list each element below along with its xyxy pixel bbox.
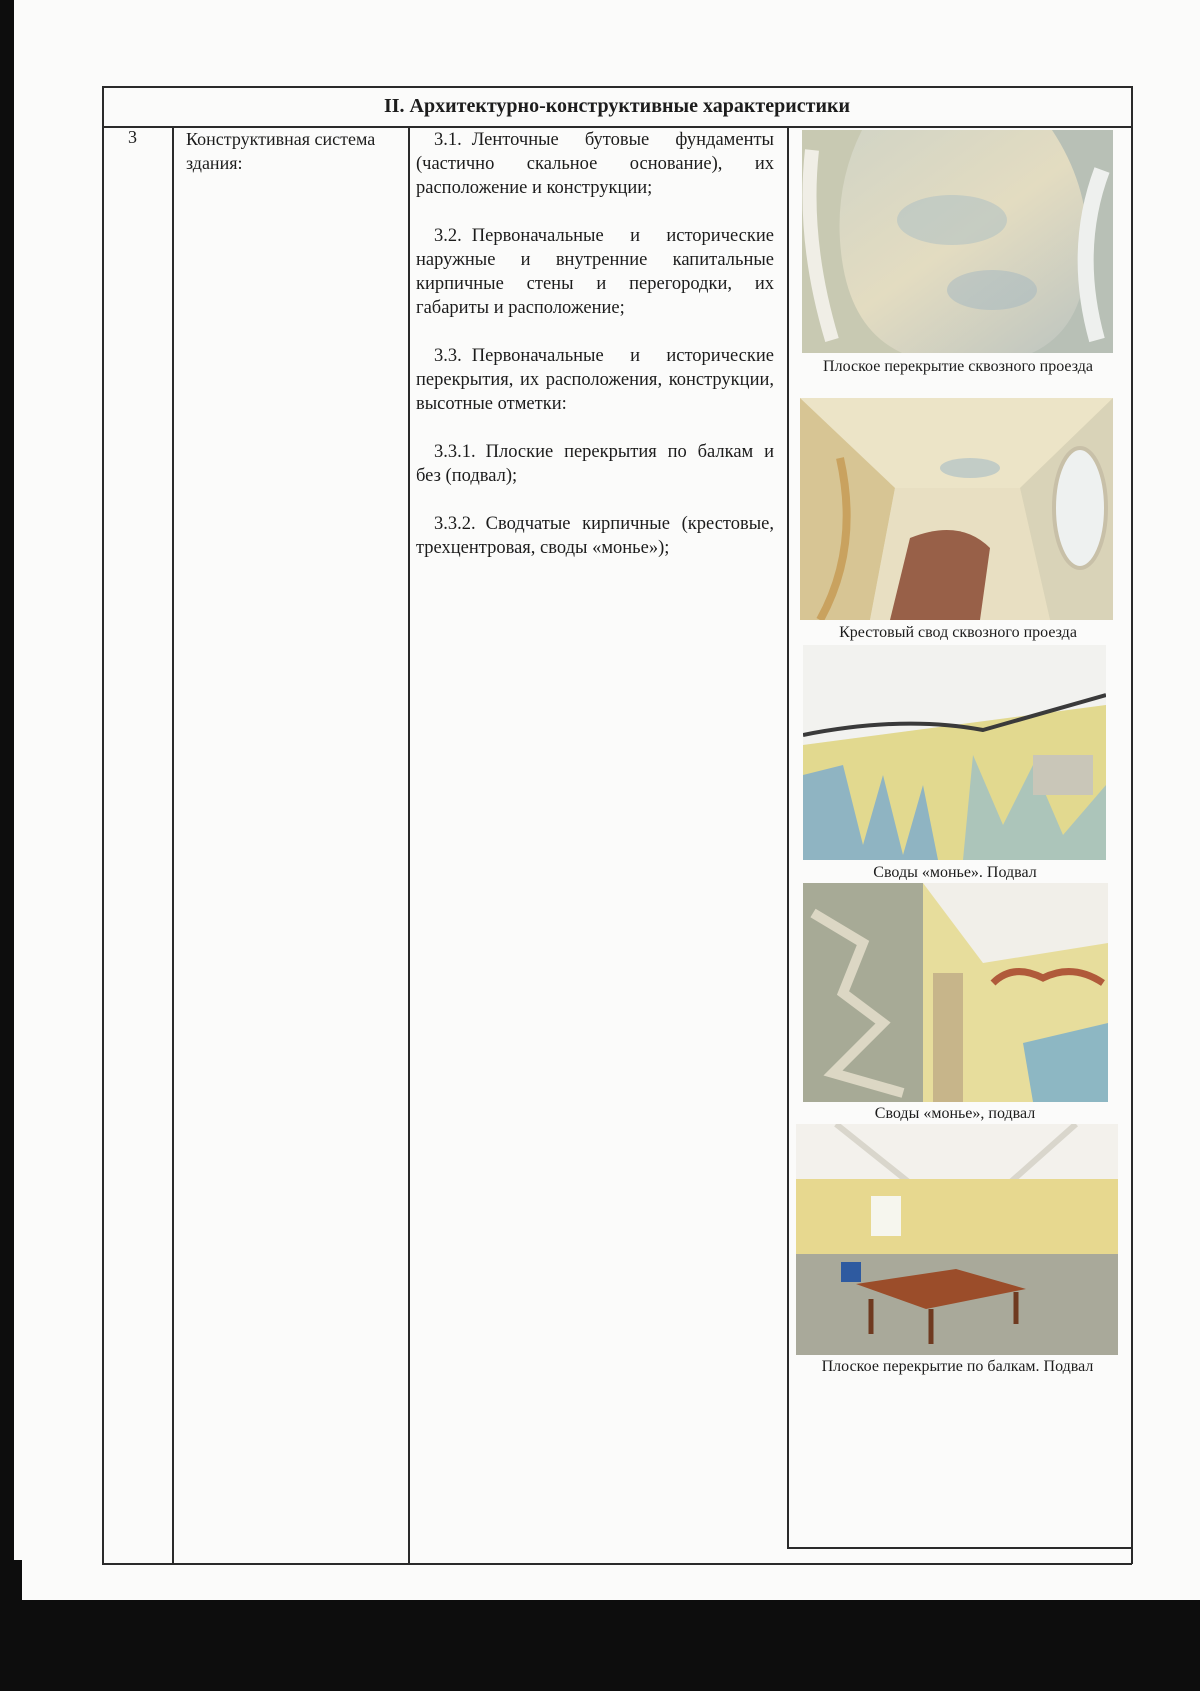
list-item: 3.3.2. Сводчатые кирпичные (крестовые, трехцентровая, своды «монье»); <box>416 514 774 558</box>
photo-monier-vaults-2 <box>803 883 1108 1102</box>
photo-flat-floor-beams <box>796 1124 1118 1355</box>
section-title: II. Архитектурно-конструктивные характеристики <box>383 95 851 117</box>
scan-bottom-band <box>0 1600 1200 1691</box>
row-number: 3 <box>128 127 137 147</box>
photo-caption: Плоское перекрытие по балкам. Подвал <box>821 1358 1094 1375</box>
scan-left-edge <box>0 0 14 1600</box>
photo-caption: Крестовый свод сквозного проезда <box>839 624 1077 641</box>
list-item: 3.3.1. Плоские перекрытия по балкам и без (подвал); <box>416 442 774 486</box>
row-label: Конструктивная система здания: <box>186 129 376 173</box>
photo-monier-vaults-1 <box>803 645 1106 860</box>
photo-flat-ceiling-passage <box>802 130 1113 353</box>
list-item: 3.3. Первоначальные и исторические перекрытия, их расположения, конструкции, высотные отметки: <box>416 346 774 414</box>
photo-caption: Своды «монье», подвал <box>874 1105 1036 1122</box>
photo-caption: Плоское перекрытие сквозного проезда <box>823 358 1093 375</box>
characteristics-list <box>416 128 774 584</box>
list-item: 3.2. Первоначальные и исторические наружные и внутренние капитальные кирпичные стены и перегородки, их габариты и расположение; <box>416 226 774 318</box>
photo-caption: Своды «монье». Подвал <box>873 864 1037 881</box>
list-item: 3.1. Ленточные бутовые фундаменты (частично скальное основание), их расположение и конструкции; <box>416 130 774 198</box>
photo-cross-vault-passage <box>800 398 1113 620</box>
